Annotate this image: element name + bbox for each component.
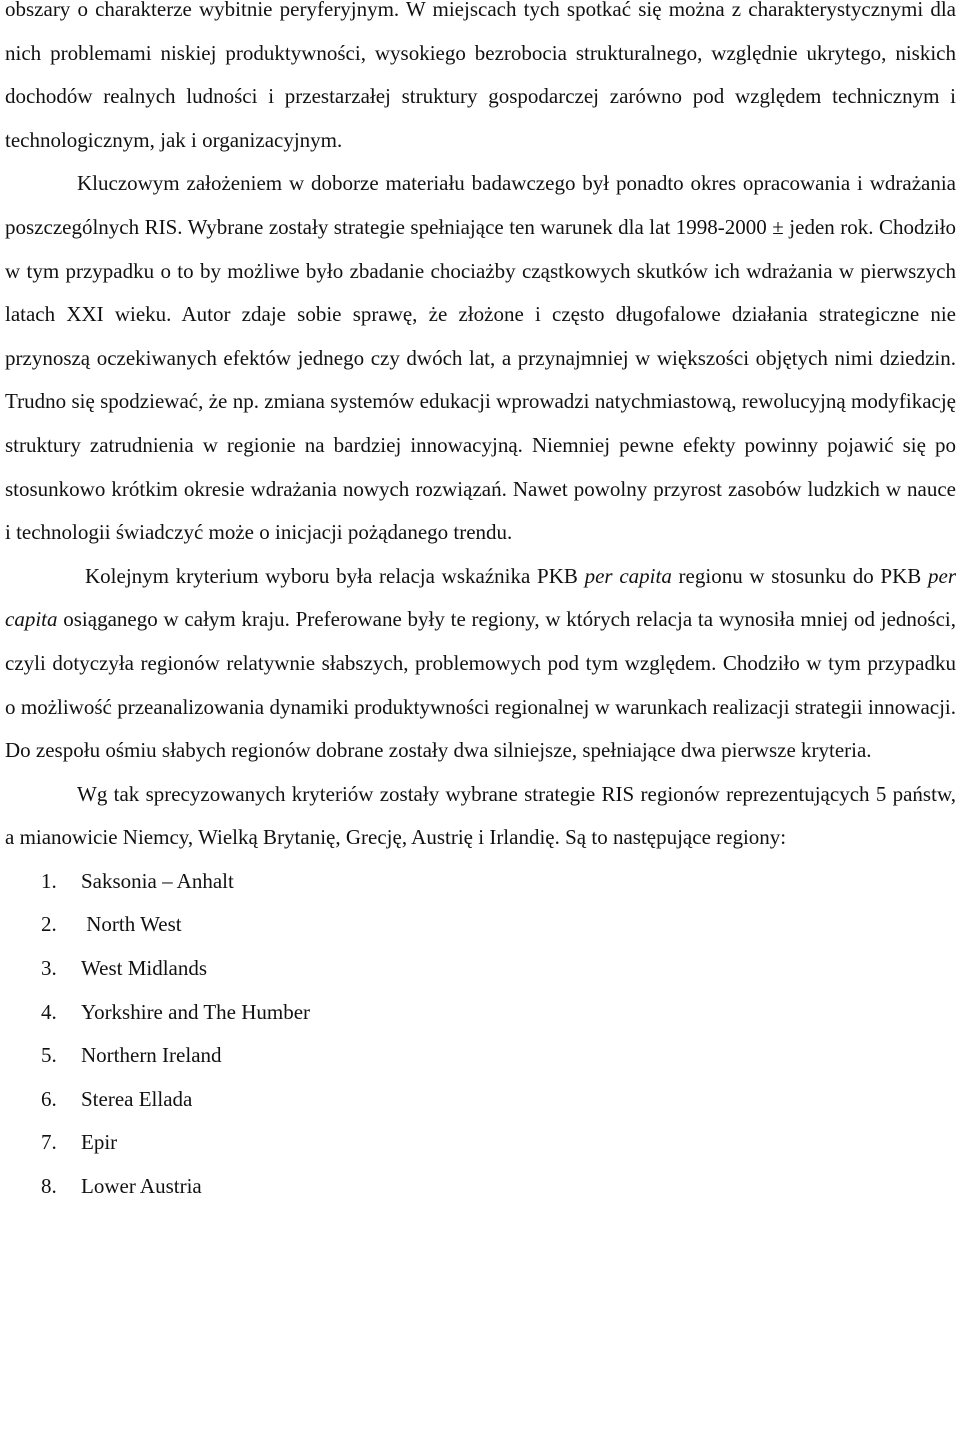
region-name: Lower Austria [81,1174,202,1199]
text-segment: Kolejnym kryterium wyboru była relacja wskaźnika PKB [85,563,585,588]
list-item [5,1078,956,1122]
list-number: 5. [41,1043,57,1068]
region-name: Yorkshire and The Humber [81,999,311,1024]
region-name: West Midlands [81,956,208,981]
paragraph-peripheral-regions: obszary o charakterze wybitnie peryferyjnym. W miejscach tych spotkać się można z charakterystycznymi dla nich problemami niskiej produktywności, wysokiego bezrobocia strukturalnego, względnie ukrytego, niskich dochodów realnych ludności i przestarzałej struktury gospodarczej zarówno pod względem technicznym i technologicznym, jak i organizacyjnym. [5,0,956,152]
text-segment: osiąganego w całym kraju. Preferowane były te regiony, w których relacja ta wynosiła mniej od jedności, czyli dotyczyła regionów relatywnie słabszych, problemowych pod tym względem. Chodziło w tym przypadku o możliwość przeanalizowania dynamiki produktywności regionalnej w warunkach realizacji strategii innowacji. Do zespołu ośmiu słabych regionów dobrane zostały dwa silniejsze, spełniające dwa pierwsze kryteria. [5,607,956,763]
list-item [5,860,956,904]
list-number: 7. [41,1130,57,1155]
list-item [5,1034,956,1078]
list-number: 3. [41,956,57,981]
region-name: North West [81,912,182,937]
list-number: 2. [41,912,57,937]
document-page [5,0,956,1209]
list-item [5,991,956,1035]
regions-list [5,860,956,1209]
list-number: 6. [41,1086,57,1111]
region-name: Saksonia – Anhalt [81,868,234,893]
paragraph-selected-strategies: Wg tak sprecyzowanych kryteriów zostały wybrane strategie RIS regionów reprezentujących 5 państw, a mianowicie Niemcy, Wielką Brytanię, Grecję, Austrię i Irlandię. Są to następujące regiony: [5,781,956,850]
list-item [5,1165,956,1209]
region-name: Sterea Ellada [81,1086,193,1111]
paragraph-ris-period: Kluczowym założeniem w doborze materiału badawczego był ponadto okres opracowania i wdrażania poszczególnych RIS. Wybrane zostały strategie spełniające ten warunek dla lat 1998-2000 ± jeden rok. Chodziło w tym przypadku o to by możliwe było zbadanie chociażby cząstkowych skutków ich wdrażania w pierwszych latach XXI wieku. Autor zdaje sobie sprawę, że złożone i często długofalowe działania strategiczne nie przynoszą oczekiwanych efektów jednego czy dwóch lat, a przynajmniej w większości objętych nimi dziedzin. Trudno się spodziewać, że np. zmiana systemów edukacji wprowadzi natychmiastową, rewolucyjną modyfikację struktury zatrudnienia w regionie na bardziej innowacyjną. Niemniej pewne efekty powinny pojawić się po stosunkowo krótkim okresie wdrażania nowych rozwiązań. Nawet powolny przyrost zasobów ludzkich w nauce i technologii świadczyć może o inicjacji pożądanego trendu. [5,171,956,545]
italic-term: per capita [5,563,957,632]
list-item [5,903,956,947]
region-name: Epir [81,1130,118,1155]
list-number: 8. [41,1174,57,1199]
italic-term: per capita [584,563,672,588]
list-number: 1. [41,868,57,893]
region-name: Northern Ireland [81,1043,222,1068]
list-number: 4. [41,999,57,1024]
paragraph-gdp-criterion [5,555,956,773]
list-item [5,947,956,991]
text-segment: regionu w stosunku do PKB [671,563,929,588]
list-item [5,1121,956,1165]
